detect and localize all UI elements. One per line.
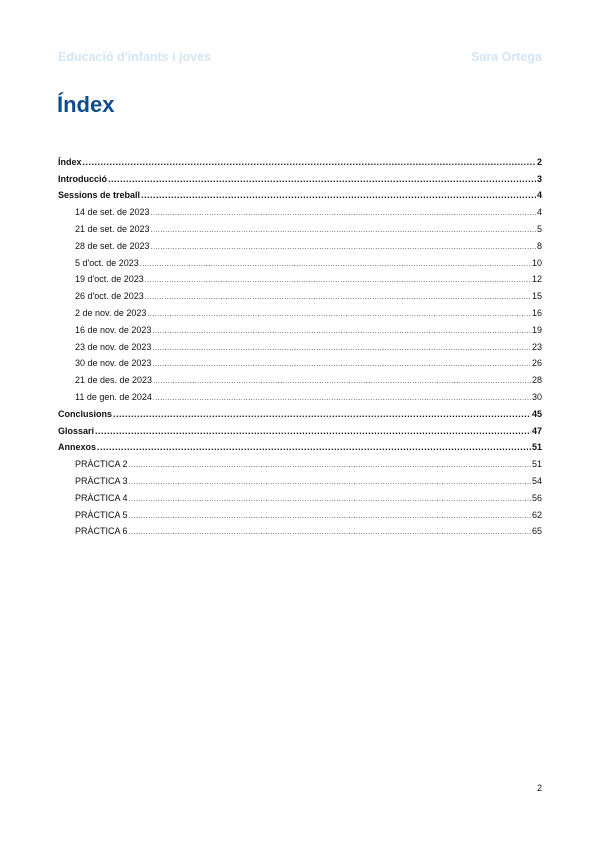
toc-entry-label[interactable]: 21 de set. de 2023 (75, 223, 150, 234)
toc-entry-label[interactable]: PRÀCTICA 4 (75, 492, 128, 503)
toc-entry-label[interactable]: 28 de set. de 2023 (75, 240, 150, 251)
toc-entry[interactable] (58, 284, 542, 301)
toc-dot-leader (140, 261, 531, 268)
toc-entry[interactable] (58, 150, 542, 167)
toc-entry-page[interactable]: 30 (531, 391, 542, 402)
toc-entry-page[interactable]: 51 (531, 442, 542, 453)
toc-entry-page[interactable]: 5 (536, 223, 542, 234)
toc-entry-label[interactable]: Índex (58, 156, 82, 167)
toc-entry-page[interactable]: 19 (531, 324, 542, 335)
toc-dot-leader (153, 378, 531, 385)
toc-entry-page[interactable]: 15 (531, 291, 542, 302)
toc-dot-leader (129, 496, 531, 503)
toc-entry-label[interactable]: 14 de set. de 2023 (75, 207, 150, 218)
toc-entry[interactable] (58, 452, 542, 469)
toc-entry[interactable] (58, 520, 542, 537)
toc-entry[interactable] (58, 436, 542, 453)
toc-dot-leader (145, 277, 531, 284)
toc-entry-page[interactable]: 47 (531, 425, 542, 436)
page-number: 2 (536, 783, 542, 793)
toc-dot-leader (83, 157, 536, 167)
toc-entry[interactable] (58, 402, 542, 419)
toc-entry-page[interactable]: 28 (531, 375, 542, 386)
toc-entry[interactable] (58, 335, 542, 352)
toc-entry-page[interactable]: 8 (536, 240, 542, 251)
toc-dot-leader (113, 409, 531, 419)
toc-entry[interactable] (58, 268, 542, 285)
toc-entry-page[interactable]: 12 (531, 274, 542, 285)
toc-entry-page[interactable]: 16 (531, 307, 542, 318)
toc-entry-page[interactable]: 3 (536, 173, 542, 184)
toc-entry-page[interactable]: 4 (536, 207, 542, 218)
toc-entry-label[interactable]: 19 d'oct. de 2023 (75, 274, 144, 285)
toc-entry-page[interactable]: 10 (531, 257, 542, 268)
toc-entry-page[interactable]: 26 (531, 358, 542, 369)
page-title: Índex (57, 92, 115, 117)
toc-entry-label[interactable]: 23 de nov. de 2023 (75, 341, 152, 352)
toc-dot-leader (151, 210, 536, 217)
toc-entry[interactable] (58, 385, 542, 402)
toc-entry[interactable] (58, 352, 542, 369)
toc-entry-page[interactable]: 4 (536, 190, 542, 201)
toc-entry-label[interactable]: 2 de nov. de 2023 (75, 307, 147, 318)
toc-entry-page[interactable]: 62 (531, 509, 542, 520)
toc-entry-label[interactable]: Conclusions (58, 408, 113, 419)
toc-dot-leader (151, 244, 536, 251)
toc-entry-label[interactable]: Annexos (58, 442, 97, 453)
toc-entry[interactable] (58, 368, 542, 385)
toc-dot-leader (151, 227, 536, 234)
toc-entry[interactable] (58, 234, 542, 251)
toc-entry-label[interactable]: Glossari (58, 425, 95, 436)
toc-entry[interactable] (58, 318, 542, 335)
header-course-title: Educació d'infants i joves (58, 50, 212, 64)
toc-dot-leader (97, 442, 531, 452)
toc-entry[interactable] (58, 184, 542, 201)
toc-dot-leader (152, 328, 531, 335)
toc-entry-label[interactable]: PRÀCTICA 3 (75, 475, 128, 486)
toc-entry-page[interactable]: 51 (531, 459, 542, 470)
toc-entry-label[interactable]: Sessions de treball (58, 190, 141, 201)
toc-dot-leader (129, 462, 531, 469)
toc-entry-label[interactable]: 16 de nov. de 2023 (75, 324, 152, 335)
toc-entry-label[interactable]: PRÀCTICA 2 (75, 459, 128, 470)
header-author-name: Sara Ortega (471, 50, 542, 64)
toc-dot-leader (152, 345, 531, 352)
toc-entry-label[interactable]: Introducció (58, 173, 107, 184)
toc-entry[interactable] (58, 419, 542, 436)
toc-entry-page[interactable]: 2 (536, 156, 542, 167)
toc-entry-label[interactable]: 30 de nov. de 2023 (75, 358, 152, 369)
toc-entry-label[interactable]: PRÀCTICA 5 (75, 509, 128, 520)
toc-entry-label[interactable]: PRÀCTICA 6 (75, 526, 128, 537)
toc-entry[interactable] (58, 167, 542, 184)
toc-dot-leader (152, 361, 531, 368)
toc-entry[interactable] (58, 486, 542, 503)
toc-dot-leader (145, 294, 531, 301)
toc-entry-page[interactable]: 54 (531, 475, 542, 486)
toc-dot-leader (147, 311, 531, 318)
toc-entry[interactable] (58, 301, 542, 318)
toc-dot-leader (129, 529, 531, 536)
toc-entry-label[interactable]: 26 d'oct. de 2023 (75, 291, 144, 302)
table-of-contents (58, 150, 542, 536)
toc-entry-page[interactable]: 65 (531, 526, 542, 537)
toc-entry-page[interactable]: 23 (531, 341, 542, 352)
toc-entry-label[interactable]: 5 d'oct. de 2023 (75, 257, 139, 268)
toc-entry[interactable] (58, 200, 542, 217)
toc-entry[interactable] (58, 469, 542, 486)
toc-entry[interactable] (58, 217, 542, 234)
toc-dot-leader (129, 513, 531, 520)
toc-dot-leader (153, 395, 531, 402)
toc-dot-leader (141, 190, 536, 200)
toc-entry-page[interactable]: 45 (531, 408, 542, 419)
toc-dot-leader (95, 426, 531, 436)
toc-dot-leader (129, 479, 531, 486)
toc-dot-leader (108, 174, 536, 184)
toc-entry[interactable] (58, 251, 542, 268)
toc-entry[interactable] (58, 503, 542, 520)
toc-entry-page[interactable]: 56 (531, 492, 542, 503)
toc-entry-label[interactable]: 21 de des. de 2023 (75, 375, 153, 386)
page-header (58, 50, 542, 64)
toc-entry-label[interactable]: 11 de gen. de 2024 (75, 391, 152, 402)
